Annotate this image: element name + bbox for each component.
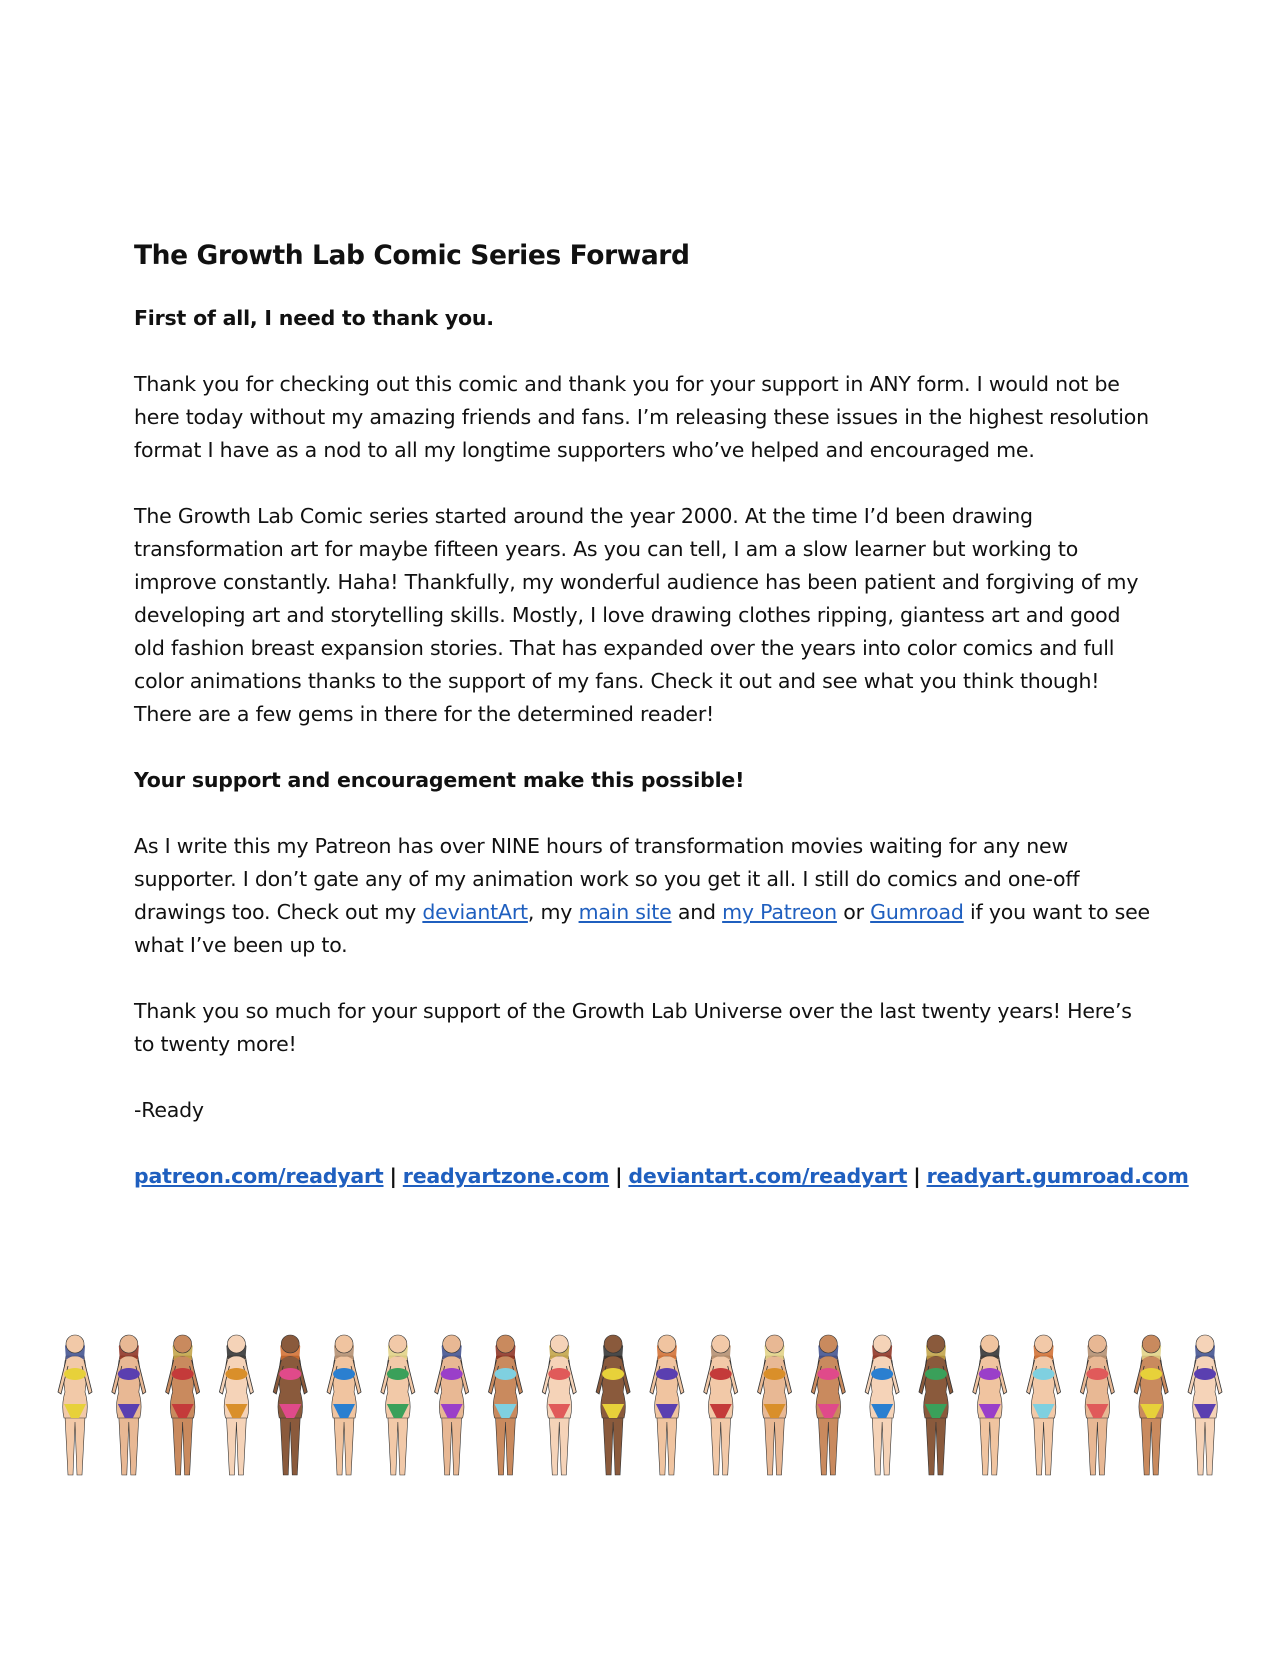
paragraph-text: As I write this my Patreon has over NINE hours of transformation movies waiting for any new supporter. I don’t gate any of my animation work so you get it all. I still do comics and one-off drawings too. Check out my <box>134 834 1080 924</box>
main-site-link[interactable]: main site <box>578 900 672 924</box>
gumroad-link[interactable]: Gumroad <box>870 900 964 924</box>
deviantart-link[interactable]: deviantArt <box>422 900 528 924</box>
subheading-thanks: First of all, I need to thank you. <box>134 306 494 330</box>
character-figure <box>758 1335 792 1475</box>
character-figure <box>919 1335 953 1475</box>
character-figure <box>488 1335 522 1475</box>
character-figure <box>1134 1335 1168 1475</box>
character-figure <box>596 1335 630 1475</box>
subheading-support: Your support and encouragement make this possible! <box>134 768 745 792</box>
footer-link-deviantart[interactable]: deviantart.com/readyart <box>628 1164 908 1188</box>
character-figure <box>273 1335 307 1475</box>
footer-link-readyartzone[interactable]: readyartzone.com <box>402 1164 610 1188</box>
character-figure <box>1080 1335 1114 1475</box>
character-lineup-illustration <box>50 1330 1230 1480</box>
character-figure <box>58 1335 92 1475</box>
footer-separator: | <box>913 1164 921 1188</box>
character-figure <box>650 1335 684 1475</box>
footer-links <box>134 1160 1189 1193</box>
paragraph-closing: Thank you so much for your support of the Growth Lab Universe over the last twenty years! Here’s to twenty more! <box>134 999 1132 1056</box>
footer-separator: | <box>615 1164 623 1188</box>
character-figure <box>327 1335 361 1475</box>
paragraph-text: if you want to see what I’ve been up to. <box>134 900 1150 957</box>
document-body <box>134 236 1189 1193</box>
footer-link-gumroad[interactable]: readyart.gumroad.com <box>926 1164 1189 1188</box>
character-figure <box>381 1335 415 1475</box>
character-figure <box>973 1335 1007 1475</box>
paragraph-text: , my <box>527 900 579 924</box>
footer-link-patreon[interactable]: patreon.com/readyart <box>134 1164 384 1188</box>
paragraph-text: or <box>836 900 871 924</box>
character-figure <box>865 1335 899 1475</box>
page-title: The Growth Lab Comic Series Forward <box>134 240 690 271</box>
patreon-link[interactable]: my Patreon <box>722 900 837 924</box>
character-figure <box>1027 1335 1061 1475</box>
character-figure <box>435 1335 469 1475</box>
character-figure <box>166 1335 200 1475</box>
paragraph-patreon <box>134 830 1150 962</box>
character-figure <box>1188 1335 1222 1475</box>
signature: -Ready <box>134 1098 204 1122</box>
paragraph-intro: Thank you for checking out this comic and thank you for your support in ANY form. I would not be here today without my amazing friends and fans. I’m releasing these issues in the highest resolution format I have as a nod to all my longtime supporters who’ve helped and encouraged me. <box>134 372 1149 462</box>
character-figure <box>542 1335 576 1475</box>
footer-separator: | <box>389 1164 397 1188</box>
character-figure <box>811 1335 845 1475</box>
character-figure <box>219 1335 253 1475</box>
paragraph-history: The Growth Lab Comic series started around the year 2000. At the time I’d been drawing transformation art for maybe fifteen years. As you can tell, I am a slow learner but working to improve constantly. Haha! Thankfully, my wonderful audience has been patient and forgiving of my developing art and storytelling skills. Mostly, I love drawing clothes ripping, giantess art and good old fashion breast expansion stories. That has expanded over the years into color comics and full color animations thanks to the support of my fans. Check it out and see what you think though! There are a few gems in there for the determined reader! <box>134 504 1139 726</box>
character-figure <box>112 1335 146 1475</box>
paragraph-text: and <box>671 900 723 924</box>
character-figure <box>704 1335 738 1475</box>
